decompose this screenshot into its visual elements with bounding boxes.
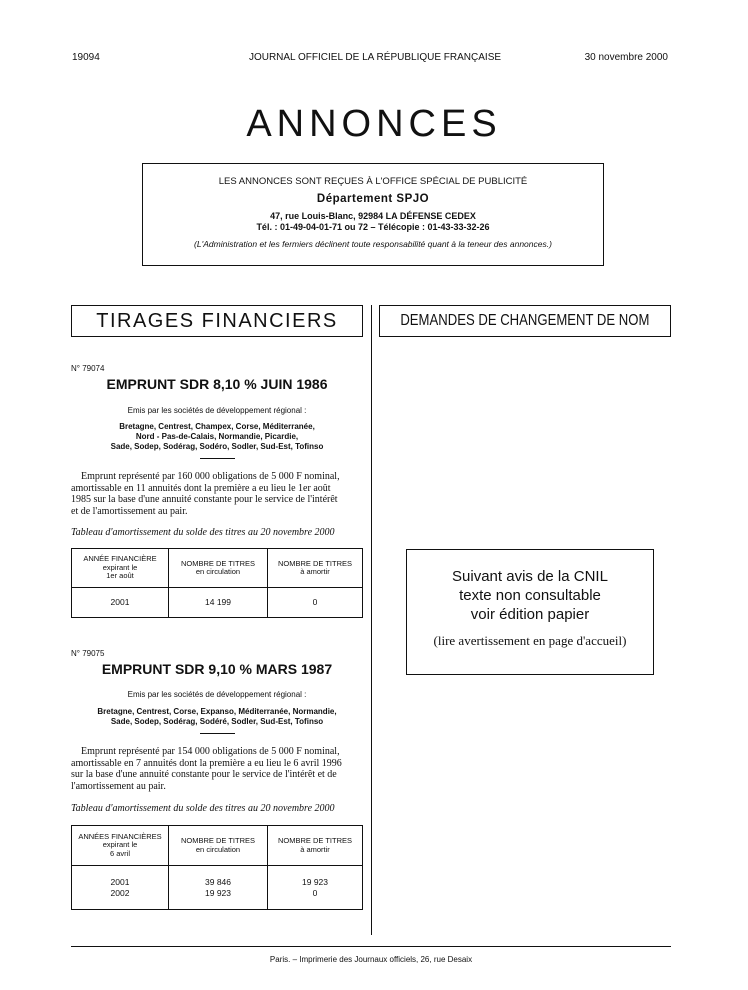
table-header-row	[72, 826, 363, 866]
cnil-line: Suivant avis de la CNIL	[452, 568, 608, 585]
page-number: 19094	[72, 52, 100, 63]
section-heading-changement-nom	[379, 305, 671, 337]
loan-description	[71, 471, 363, 517]
issuer-line: Bretagne, Centrest, Champex, Corse, Méditerranée,	[119, 422, 315, 431]
description-line: sur la base d'une annuité constante pour le service de l'intérêt et de	[71, 769, 337, 780]
table-cell: 2001 2002	[72, 866, 169, 910]
table-caption: Tableau d'amortissement du solde des titres au 20 novembre 2000	[71, 803, 335, 814]
table-cell: 14 199	[169, 588, 268, 618]
table-cell: 19 923 0	[268, 866, 363, 910]
table-cell: 2001	[72, 588, 169, 618]
cnil-line: voir édition papier	[470, 606, 590, 623]
amortization-table	[71, 825, 363, 910]
table-caption: Tableau d'amortissement du solde des titres au 20 novembre 2000	[71, 527, 335, 538]
description-line: 1985 sur la base d'une annuité constante pour le service de l'intérêt	[71, 494, 338, 505]
issuer-line: Nord - Pas-de-Calais, Normandie, Picardie,	[135, 432, 299, 441]
separator-dash	[200, 458, 235, 459]
description-line: amortissable en 11 annuités dont la première a eu lieu le 1er août	[71, 482, 331, 494]
column-divider	[371, 305, 372, 935]
footer-rule	[71, 946, 671, 947]
footer-printer: Paris. – Imprimerie des Journaux officiels, 26, rue Desaix	[269, 955, 473, 964]
notice-line: LES ANNONCES SONT REÇUES À L'OFFICE SPÉCIAL DE PUBLICITÉ	[218, 176, 528, 187]
issuer-list	[71, 422, 363, 452]
notice-box	[142, 163, 604, 266]
table-row	[72, 866, 363, 910]
cnil-line: texte non consultable	[459, 587, 601, 604]
amortization-table	[71, 548, 363, 618]
notice-disclaimer: (L'Administration et les fermiers déclinent toute responsabilité quant à la teneur des annonces.)	[194, 239, 552, 249]
loan-title: EMPRUNT SDR 9,10 % MARS 1987	[101, 661, 333, 677]
page-title: ANNONCES	[246, 103, 502, 145]
cnil-warning: (lire avertissement en page d'accueil)	[433, 633, 627, 648]
column-header: ANNÉE FINANCIÈRE expirant le 1er août	[72, 549, 169, 588]
column-header: NOMBRE DE TITRES à amortir	[268, 826, 363, 866]
description-line: et de l'amortissement au pair.	[71, 505, 188, 517]
description-line: l'amortissement au pair.	[71, 780, 166, 792]
loan-description	[71, 746, 363, 792]
column-header: NOMBRE DE TITRES en circulation	[169, 826, 268, 866]
table-row	[72, 588, 363, 618]
loan-title: EMPRUNT SDR 8,10 % JUIN 1986	[106, 376, 328, 392]
table-header-row	[72, 549, 363, 588]
column-header: NOMBRE DE TITRES à amortir	[268, 549, 363, 588]
description-line: Emprunt représenté par 160 000 obligations de 5 000 F nominal,	[81, 471, 340, 482]
issuer-intro: Emis par les sociétés de développement régional :	[127, 690, 307, 699]
notice-number: N° 79074	[71, 364, 105, 373]
column-header: NOMBRE DE TITRES en circulation	[169, 549, 268, 588]
section-heading-label: TIRAGES FINANCIERS	[96, 309, 338, 332]
section-heading-label: DEMANDES DE CHANGEMENT DE NOM	[400, 312, 650, 329]
column-header: ANNÉES FINANCIÈRES expirant le 6 avril	[72, 826, 169, 866]
separator-dash	[200, 733, 235, 734]
issuer-line: Bretagne, Centrest, Corse, Expanso, Méditerranée, Normandie,	[97, 707, 337, 716]
description-line: amortissable en 7 annuités dont la première a eu lieu le 6 avril 1996	[71, 757, 342, 769]
issuer-line: Sade, Sodep, Sodérag, Sodéré, Sodler, Sud-Est, Tofinso	[110, 717, 324, 726]
journal-title: JOURNAL OFFICIEL DE LA RÉPUBLIQUE FRANÇAISE	[248, 52, 502, 63]
notice-number: N° 79075	[71, 649, 105, 658]
issue-date: 30 novembre 2000	[584, 52, 668, 63]
issuer-intro: Emis par les sociétés de développement régional :	[127, 406, 307, 415]
notice-department: Département SPJO	[316, 193, 430, 205]
description-line: Emprunt représenté par 154 000 obligations de 5 000 F nominal,	[81, 746, 340, 757]
notice-address: 47, rue Louis-Blanc, 92984 LA DÉFENSE CEDEX	[270, 211, 476, 221]
table-cell: 0	[268, 588, 363, 618]
notice-phone: Tél. : 01-49-04-01-71 ou 72 – Télécopie : 01-43-33-32-26	[256, 222, 490, 232]
issuer-line: Sade, Sodep, Sodérag, Sodéro, Sodler, Sud-Est, Tofinso	[110, 442, 324, 451]
issuer-list	[71, 707, 363, 727]
section-heading-tirages	[71, 305, 363, 337]
cnil-notice-box	[406, 549, 654, 675]
table-cell: 39 846 19 923	[169, 866, 268, 910]
